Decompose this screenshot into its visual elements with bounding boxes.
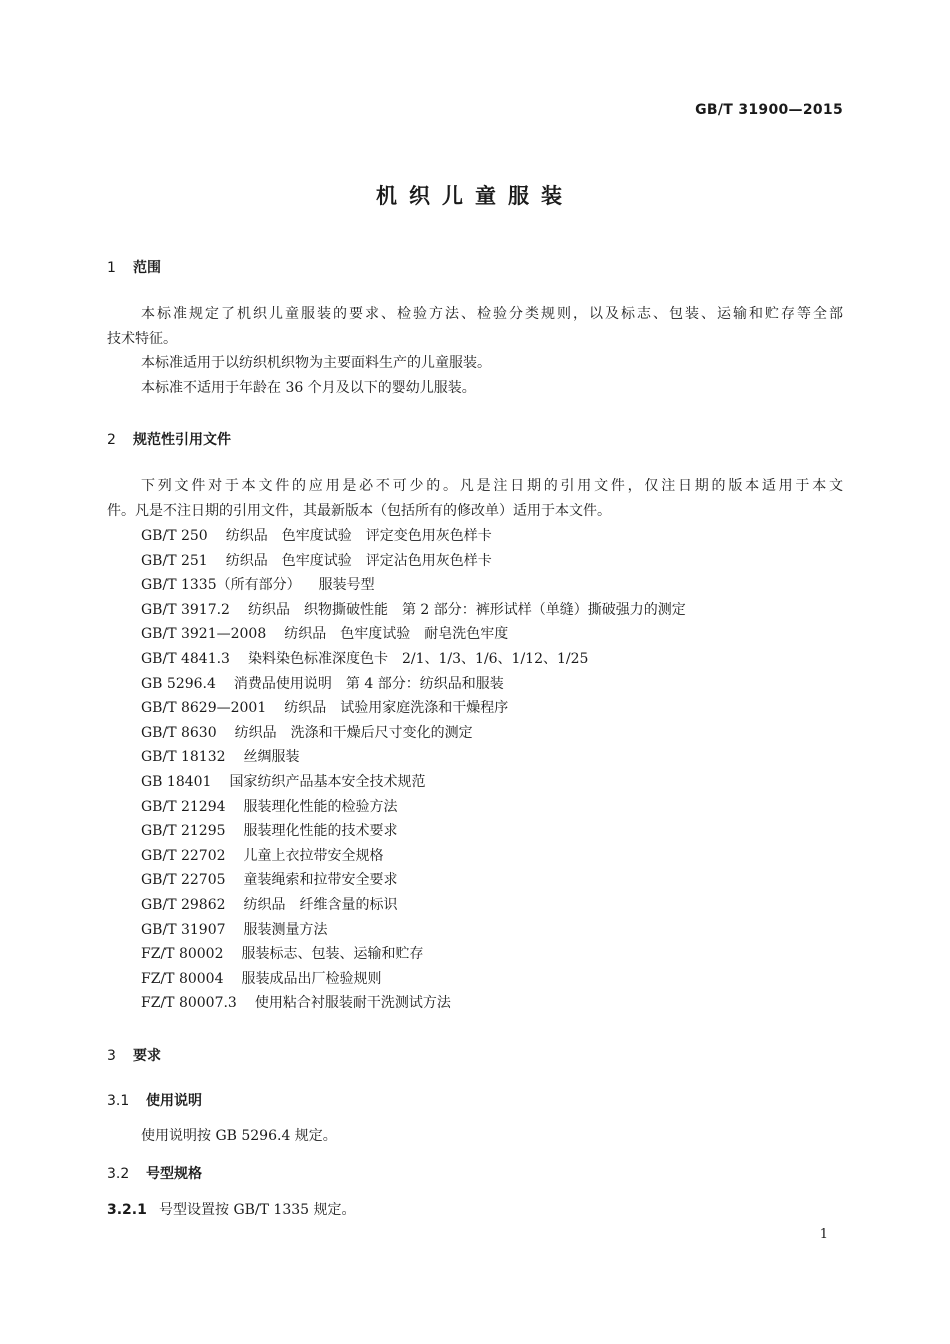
reference-item bbox=[141, 672, 686, 697]
reference-item bbox=[141, 967, 686, 992]
reference-code: GB/T 3917.2 bbox=[141, 601, 230, 618]
reference-item bbox=[141, 573, 686, 598]
section-title: 范围 bbox=[133, 260, 161, 276]
subsection-3-1-heading bbox=[107, 1090, 202, 1110]
reference-code: GB/T 250 bbox=[141, 528, 208, 544]
reference-code: GB/T 1335（所有部分） bbox=[141, 577, 301, 594]
reference-title: 服装测量方法 bbox=[243, 921, 328, 938]
clause-text: 号型设置按 GB/T 1335 规定。 bbox=[159, 1202, 356, 1218]
scope-paragraph-3: 本标准不适用于年龄在 36 个月及以下的婴幼儿服装。 bbox=[141, 380, 476, 396]
reference-title: 纺织品 色牢度试验 评定变色用灰色样卡 bbox=[225, 528, 492, 544]
reference-item bbox=[141, 770, 686, 795]
reference-title: 丝绸服装 bbox=[243, 749, 300, 766]
reference-item bbox=[141, 819, 686, 844]
section-number: 1 bbox=[107, 260, 116, 276]
section-2-heading bbox=[107, 429, 231, 449]
reference-title: 服装成品出厂检验规则 bbox=[241, 970, 382, 987]
clause-number: 3.2.1 bbox=[107, 1202, 147, 1218]
scope-paragraph-2: 本标准适用于以纺织机织物为主要面料生产的儿童服装。 bbox=[141, 355, 491, 371]
reference-list bbox=[141, 524, 686, 1016]
reference-code: FZ/T 80007.3 bbox=[141, 995, 237, 1012]
reference-code: GB/T 22702 bbox=[141, 847, 226, 864]
section-title: 规范性引用文件 bbox=[133, 432, 231, 448]
reference-code: GB 18401 bbox=[141, 773, 212, 790]
paragraph-line: 本标准规定了机织儿童服装的要求、检验方法、检验分类规则，以及标志、包装、运输和贮存等全部 bbox=[141, 306, 843, 322]
subsection-number: 3.1 bbox=[107, 1093, 130, 1109]
reference-code: GB/T 22705 bbox=[141, 872, 226, 889]
reference-title: 纺织品 洗涤和干燥后尺寸变化的测定 bbox=[234, 724, 473, 741]
reference-code: GB/T 4841.3 bbox=[141, 650, 230, 667]
reference-title: 纺织品 织物撕破性能 第 2 部分：裤形试样（单缝）撕破强力的测定 bbox=[247, 601, 686, 618]
reference-code: GB/T 3921—2008 bbox=[141, 626, 267, 643]
reference-item bbox=[141, 696, 686, 721]
reference-code: GB/T 31907 bbox=[141, 921, 226, 938]
reference-code: FZ/T 80004 bbox=[141, 970, 224, 987]
page-number: 1 bbox=[819, 1227, 828, 1242]
reference-item bbox=[141, 918, 686, 943]
subsection-3-2-heading bbox=[107, 1163, 202, 1183]
reference-title: 纺织品 纤维含量的标识 bbox=[243, 896, 398, 913]
reference-code: GB/T 21294 bbox=[141, 798, 226, 815]
section-number: 3 bbox=[107, 1048, 116, 1064]
clause-3-2-1 bbox=[107, 1199, 356, 1219]
paragraph-line: 件。凡是不注日期的引用文件，其最新版本（包括所有的修改单）适用于本文件。 bbox=[107, 502, 611, 519]
reference-item bbox=[141, 868, 686, 893]
reference-title: 服装理化性能的技术要求 bbox=[243, 823, 398, 840]
reference-code: GB/T 18132 bbox=[141, 749, 226, 766]
reference-item bbox=[141, 844, 686, 869]
reference-code: GB/T 8630 bbox=[141, 724, 217, 741]
reference-title: 消费品使用说明 第 4 部分：纺织品和服装 bbox=[233, 675, 504, 692]
section-title: 要求 bbox=[133, 1048, 161, 1064]
reference-title: 染料染色标准深度色卡 2/1、1/3、1/6、1/12、1/25 bbox=[247, 650, 589, 667]
reference-item bbox=[141, 622, 686, 647]
section-number: 2 bbox=[107, 432, 116, 448]
reference-item bbox=[141, 893, 686, 918]
reference-title: 纺织品 试验用家庭洗涤和干燥程序 bbox=[284, 700, 509, 717]
reference-item bbox=[141, 549, 686, 574]
scope-paragraph-1 bbox=[107, 302, 843, 351]
subsection-3-1-text: 使用说明按 GB 5296.4 规定。 bbox=[141, 1128, 337, 1144]
section-3-heading bbox=[107, 1045, 161, 1065]
reference-code: GB/T 21295 bbox=[141, 823, 226, 840]
reference-title: 儿童上衣拉带安全规格 bbox=[243, 847, 384, 864]
reference-code: GB/T 251 bbox=[141, 552, 208, 569]
document-title: 机织儿童服装 bbox=[376, 184, 574, 208]
standard-number: GB/T 31900—2015 bbox=[695, 102, 843, 118]
reference-item bbox=[141, 524, 686, 549]
subsection-number: 3.2 bbox=[107, 1166, 130, 1182]
reference-title: 国家纺织产品基本安全技术规范 bbox=[229, 773, 426, 790]
reference-item bbox=[141, 721, 686, 746]
reference-title: 纺织品 色牢度试验 耐皂洗色牢度 bbox=[284, 626, 509, 643]
reference-code: FZ/T 80002 bbox=[141, 946, 224, 963]
references-intro bbox=[107, 474, 843, 523]
reference-title: 服装标志、包装、运输和贮存 bbox=[241, 946, 424, 963]
reference-code: GB/T 29862 bbox=[141, 896, 226, 913]
reference-item bbox=[141, 647, 686, 672]
reference-title: 童装绳索和拉带安全要求 bbox=[243, 872, 398, 889]
reference-code: GB/T 8629—2001 bbox=[141, 700, 267, 717]
subsection-title: 使用说明 bbox=[146, 1093, 202, 1109]
paragraph-line: 技术特征。 bbox=[107, 330, 177, 347]
reference-title: 使用粘合衬服装耐干洗测试方法 bbox=[254, 995, 451, 1012]
reference-title: 纺织品 色牢度试验 评定沾色用灰色样卡 bbox=[225, 552, 492, 569]
reference-item bbox=[141, 598, 686, 623]
reference-item bbox=[141, 745, 686, 770]
reference-item bbox=[141, 991, 686, 1016]
reference-title: 服装号型 bbox=[318, 577, 375, 594]
section-1-heading bbox=[107, 257, 161, 277]
reference-code: GB 5296.4 bbox=[141, 675, 216, 692]
paragraph-line: 下列文件对于本文件的应用是必不可少的。凡是注日期的引用文件，仅注日期的版本适用于本文 bbox=[141, 478, 843, 494]
reference-item bbox=[141, 795, 686, 820]
reference-item bbox=[141, 942, 686, 967]
subsection-title: 号型规格 bbox=[146, 1166, 202, 1182]
reference-title: 服装理化性能的检验方法 bbox=[243, 798, 398, 815]
